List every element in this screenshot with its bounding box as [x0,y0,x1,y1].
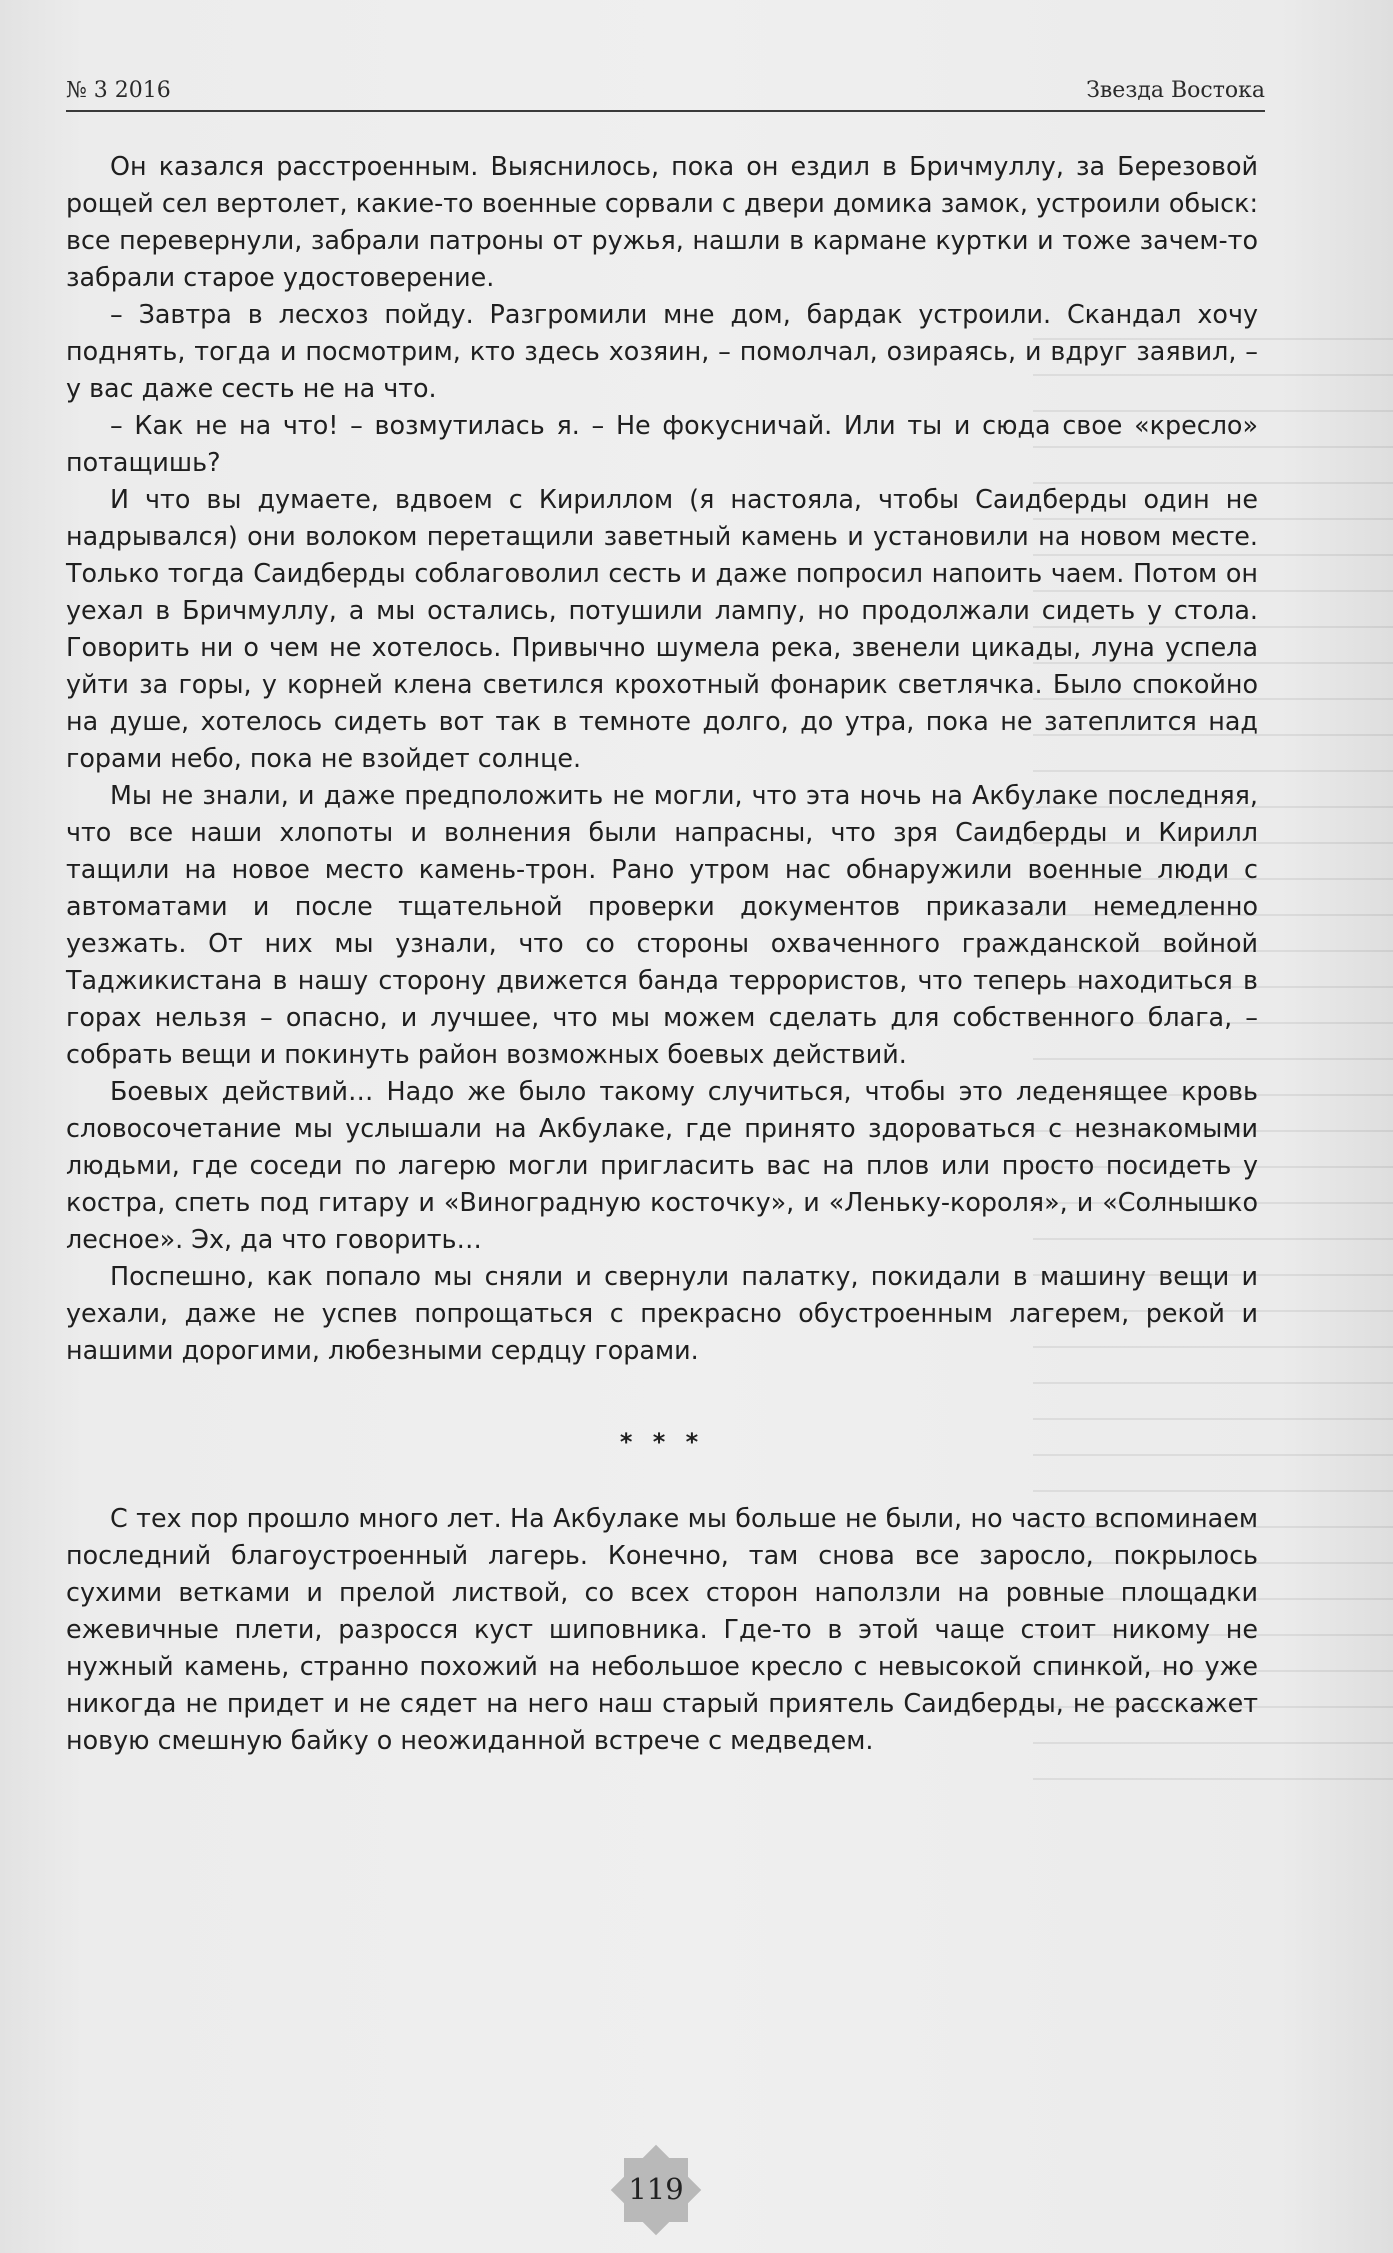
article-body-final [66,1500,1258,1759]
running-header [66,72,1265,112]
article-body [66,148,1258,1369]
issue-number: № 3 2016 [66,78,171,103]
paragraph: Он казался расстроенным. Выяснилось, пока он ездил в Бричмуллу, за Березовой рощей сел вертолет, какие-то военные сорвали с двери домика замок, устроили обыск: все перевернули, забрали патроны от ружья, нашли в кармане куртки и тоже зачем-то забрали старое удостоверение. [66,151,1258,292]
page-number-badge [614,2148,698,2232]
paragraph: – Завтра в лесхоз пойду. Разгромили мне дом, бардак устроили. Скандал хочу поднять, тогда и посмотрим, кто здесь хозяин, – помолчал, озираясь, и вдруг заявил, – у вас даже сесть не на что. [66,299,1258,403]
paragraph: Поспешно, как попало мы сняли и свернули палатку, покидали в машину вещи и уехали, даже не успев попрощаться с прекрасно обустроенным лагерем, рекой и нашими дорогими, любезными сердцу горами. [66,1261,1258,1365]
paragraph: Мы не знали, и даже предположить не могли, что эта ночь на Акбулаке последняя, что все наши хлопоты и волнения были напрасны, что зря Саидберды и Кирилл тащили на новое место камень-трон. Рано утром нас обнаружили военные люди с автоматами и после тщательной проверки документов приказали немедленно уезжать. От них мы узнали, что со стороны охваченного гражданской войной Таджикистана в нашу сторону движется банда террористов, что теперь находиться в горах нельзя – опасно, и лучшее, что мы можем сделать для собственного блага, – собрать вещи и покинуть район возможных боевых действий. [66,780,1258,1069]
paragraph: С тех пор прошло много лет. На Акбулаке мы больше не были, но часто вспоминаем последний благоустроенный лагерь. Конечно, там снова все заросло, покрылось сухими ветками и прелой листвой, со всех сторон наползли на ровные площадки ежевичные плети, разросся куст шиповника. Где-то в этой чаще стоит никому не нужный камень, странно похожий на небольшое кресло с невысокой спинкой, но уже никогда не придет и не сядет на него наш старый приятель Саидберды, не расскажет новую смешную байку о неожиданной встрече с медведем. [66,1503,1258,1755]
paragraph: И что вы думаете, вдвоем с Кириллом (я настояла, чтобы Саидберды один не надрывался) они волоком перетащили заветный камень и установили на новом месте. Только тогда Саидберды соблаговолил сесть и даже попросил напоить чаем. Потом он уехал в Бричмуллу, а мы остались, потушили лампу, но продолжали сидеть у стола. Говорить ни о чем не хотелось. Привычно шумела река, звенели цикады, луна успела уйти за горы, у корней клена светился крохотный фонарик светлячка. Было спокойно на душе, хотелось сидеть вот так в темноте долго, до утра, пока не затеплится над горами небо, пока не взойдет солнце. [66,484,1258,773]
journal-title: Звезда Востока [1086,78,1265,103]
page-number: 119 [628,2172,684,2206]
section-separator: * * * [619,1428,705,1456]
paragraph: – Как не на что! – возмутилась я. – Не фокусничай. Или ты и сюда свое «кресло» потащишь? [66,410,1258,477]
paragraph: Боевых действий… Надо же было такому случиться, чтобы это леденящее кровь словосочетание мы услышали на Акбулаке, где принято здороваться с незнакомыми людьми, где соседи по лагерю могли пригласить вас на плов или просто посидеть у костра, спеть под гитару и «Виноградную косточку», и «Леньку-короля», и «Солнышко лесное». Эх, да что говорить… [66,1076,1258,1254]
